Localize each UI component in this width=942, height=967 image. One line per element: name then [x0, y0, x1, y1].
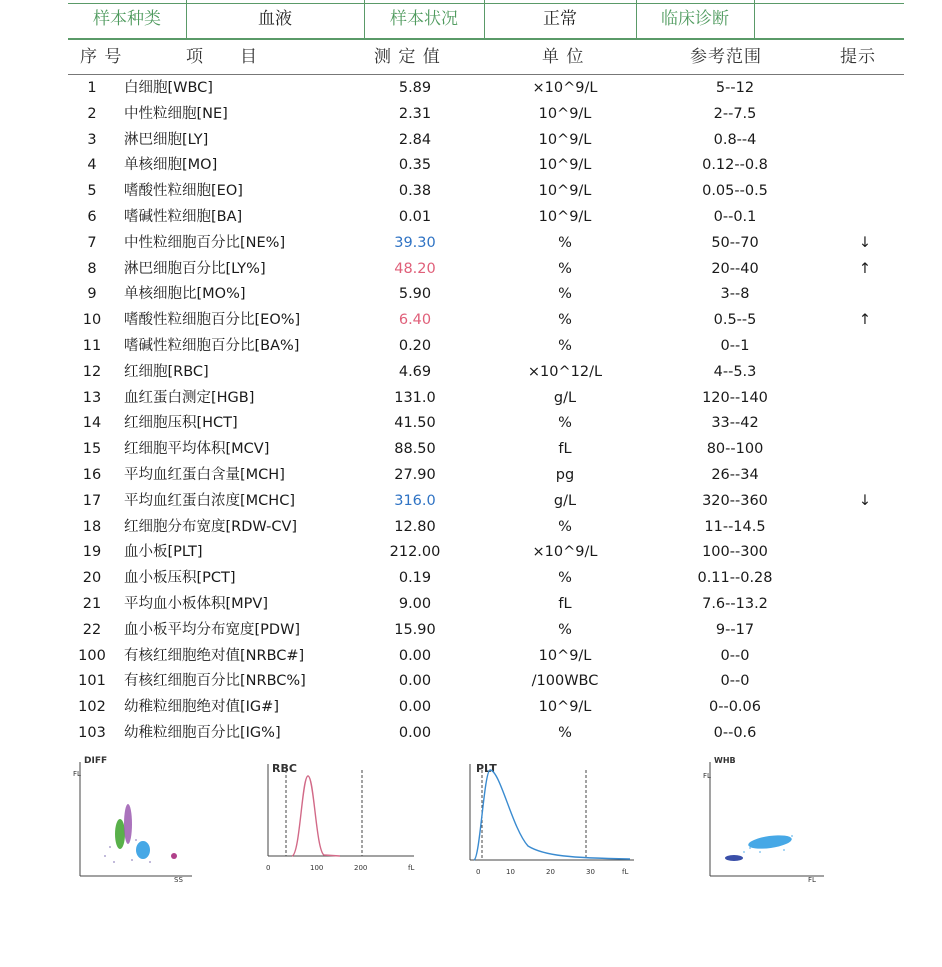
row-reference: 0--0.6 [713, 725, 757, 741]
header-unit: 单 位 [542, 47, 585, 67]
table-row [0, 721, 942, 747]
row-unit: % [558, 518, 572, 535]
table-row [0, 282, 942, 308]
row-item-name: 平均血红蛋白含量[MCH] [124, 467, 285, 483]
row-reference: 100--300 [702, 544, 768, 561]
row-reference: 11--14.5 [704, 518, 766, 535]
plt-curve [474, 770, 630, 860]
row-unit: ×10^9/L [532, 80, 598, 96]
row-unit: 10^9/L [538, 183, 592, 200]
rbc-histogram [262, 758, 422, 880]
row-reference: 80--100 [706, 441, 764, 458]
row-unit: 10^9/L [538, 209, 592, 225]
row-no: 22 [82, 621, 102, 638]
row-item-name: 有核红细胞百分比[NRBC%] [124, 673, 306, 690]
table-row [0, 360, 942, 386]
row-value: 6.40 [398, 312, 432, 329]
row-no: 4 [87, 157, 97, 174]
row-reference: 26--34 [711, 467, 759, 483]
row-value: 0.35 [398, 157, 432, 174]
row-unit: 10^9/L [538, 131, 592, 148]
table-row [0, 411, 942, 437]
sample-status-label: 样本状况 [390, 9, 458, 29]
table-row [0, 437, 942, 463]
row-reference: 0.8--4 [713, 131, 757, 148]
sample-type-value: 血液 [258, 9, 292, 29]
row-unit: ×10^12/L [527, 363, 603, 380]
diff-title: DIFF [84, 756, 108, 766]
table-header [68, 40, 904, 75]
row-reference: 5--12 [715, 80, 755, 96]
table-row [0, 540, 942, 566]
row-no: 101 [78, 673, 106, 690]
row-unit: % [558, 570, 572, 587]
whb-ylabel: FL [703, 772, 711, 780]
rbc-tick-200: 200 [354, 864, 368, 872]
row-item-name: 红细胞压积[HCT] [124, 415, 238, 432]
plt-histogram [462, 758, 642, 880]
row-no: 16 [82, 467, 102, 483]
row-no: 21 [82, 596, 102, 612]
header-value: 测 定 值 [374, 47, 441, 67]
row-value: 2.31 [398, 105, 432, 122]
rbc-title: RBC [272, 762, 297, 775]
row-value: 0.00 [398, 647, 432, 664]
row-value: 0.38 [398, 183, 432, 200]
row-no: 14 [82, 415, 102, 432]
row-unit: pg [555, 467, 575, 483]
row-reference: 4--5.3 [713, 363, 757, 380]
row-no: 8 [87, 260, 97, 277]
table-row [0, 128, 942, 154]
neut-cluster [136, 841, 150, 859]
row-reference: 0--0.06 [709, 699, 761, 716]
row-no: 9 [87, 286, 97, 303]
table-row [0, 463, 942, 489]
plt-tick-30: 30 [586, 868, 595, 876]
row-item-name: 平均血红蛋白浓度[MCHC] [124, 492, 295, 509]
row-item-name: 血小板[PLT] [124, 544, 203, 561]
row-item-name: 幼稚粒细胞百分比[IG%] [124, 725, 281, 741]
row-no: 17 [82, 492, 102, 509]
header-item: 项 目 [186, 47, 258, 67]
lymph-cluster [115, 819, 125, 849]
row-unit: ×10^9/L [532, 544, 598, 561]
row-no: 103 [78, 725, 106, 741]
row-no: 5 [87, 183, 97, 200]
row-unit: % [558, 338, 572, 354]
row-value: 9.00 [398, 596, 432, 612]
row-reference: 0--0 [720, 673, 750, 690]
header-flag: 提示 [840, 47, 876, 67]
sample-status-value: 正常 [543, 9, 577, 29]
row-reference: 0.11--0.28 [697, 570, 773, 587]
plt-tick-10: 10 [506, 868, 515, 876]
row-item-name: 血小板平均分布宽度[PDW] [124, 621, 301, 638]
row-no: 15 [82, 441, 102, 458]
row-reference: 0--0.1 [713, 209, 757, 225]
row-value: 0.00 [398, 725, 432, 741]
row-value: 0.19 [398, 570, 432, 587]
row-value: 212.00 [389, 544, 441, 561]
whb-main-cluster [747, 833, 792, 851]
whb-xlabel: FL [808, 876, 816, 884]
row-item-name: 红细胞平均体积[MCV] [124, 441, 270, 458]
diff-xlabel: SS [174, 876, 183, 884]
row-no: 11 [82, 338, 102, 354]
row-value: 48.20 [394, 260, 436, 277]
row-unit: % [558, 286, 572, 303]
row-unit: 10^9/L [538, 647, 592, 664]
row-reference: 33--42 [711, 415, 759, 432]
row-value: 0.00 [398, 699, 432, 716]
table-row [0, 257, 942, 283]
row-unit: g/L [553, 492, 577, 509]
row-flag: ↓ [858, 492, 872, 509]
plt-tick-fl: fL [622, 868, 629, 876]
table-row [0, 153, 942, 179]
row-item-name: 嗜碱性粒细胞[BA] [124, 209, 243, 225]
row-unit: % [558, 312, 572, 329]
row-value: 0.00 [398, 673, 432, 690]
row-item-name: 单核细胞比[MO%] [124, 286, 246, 303]
header-reference: 参考范围 [690, 47, 762, 67]
table-row [0, 179, 942, 205]
row-item-name: 有核红细胞绝对值[NRBC#] [124, 647, 305, 664]
row-value: 316.0 [394, 492, 436, 509]
row-unit: 10^9/L [538, 157, 592, 174]
rbc-tick-0: 0 [266, 864, 271, 872]
row-flag: ↓ [858, 234, 872, 251]
row-item-name: 血小板压积[PCT] [124, 570, 236, 587]
row-no: 12 [82, 363, 102, 380]
row-no: 102 [78, 699, 106, 716]
rbc-tick-fl: fL [408, 864, 415, 872]
row-item-name: 红细胞分布宽度[RDW-CV] [124, 518, 298, 535]
table-row [0, 102, 942, 128]
plt-title: PLT [476, 762, 497, 775]
row-item-name: 白细胞[WBC] [124, 80, 213, 96]
table-row [0, 592, 942, 618]
row-unit: fL [558, 596, 572, 612]
row-reference: 0.05--0.5 [702, 183, 768, 200]
row-reference: 3--8 [720, 286, 750, 303]
row-reference: 0.12--0.8 [702, 157, 768, 174]
row-no: 19 [82, 544, 102, 561]
row-reference: 120--140 [702, 389, 768, 406]
row-item-name: 淋巴细胞[LY] [124, 131, 209, 148]
row-value: 131.0 [394, 389, 436, 406]
row-unit: % [558, 260, 572, 277]
row-value: 4.69 [398, 363, 432, 380]
row-no: 18 [82, 518, 102, 535]
table-row [0, 489, 942, 515]
row-value: 12.80 [394, 518, 436, 535]
diff-scatter-plot [70, 752, 200, 884]
header-no: 序 号 [80, 47, 123, 67]
whb-scatter-plot [700, 752, 830, 884]
table-row [0, 695, 942, 721]
row-value: 5.89 [398, 80, 432, 96]
row-reference: 7.6--13.2 [702, 596, 768, 612]
row-reference: 0--0 [720, 647, 750, 664]
mono-cluster [124, 804, 132, 844]
table-row [0, 386, 942, 412]
diagnosis-label: 临床诊断 [661, 9, 729, 29]
row-item-name: 红细胞[RBC] [124, 363, 209, 380]
table-row [0, 76, 942, 102]
row-no: 100 [78, 647, 106, 664]
whb-low-cluster [725, 855, 743, 861]
eos-cluster [171, 853, 177, 859]
table-row [0, 205, 942, 231]
row-no: 10 [82, 312, 102, 329]
row-reference: 320--360 [702, 492, 768, 509]
row-reference: 50--70 [711, 234, 759, 251]
row-no: 13 [82, 389, 102, 406]
row-no: 20 [82, 570, 102, 587]
row-item-name: 单核细胞[MO] [124, 157, 218, 174]
diagnosis-value [754, 0, 904, 38]
sample-info-bar [68, 0, 904, 40]
row-item-name: 平均血小板体积[MPV] [124, 596, 268, 612]
row-value: 27.90 [394, 467, 436, 483]
row-item-name: 嗜酸性粒细胞[EO] [124, 183, 243, 200]
row-value: 0.20 [398, 338, 432, 354]
row-reference: 9--17 [715, 621, 755, 638]
row-reference: 0--1 [720, 338, 750, 354]
row-reference: 0.5--5 [713, 312, 757, 329]
table-row [0, 566, 942, 592]
rbc-tick-100: 100 [310, 864, 324, 872]
plt-tick-20: 20 [546, 868, 555, 876]
plt-tick-0: 0 [476, 868, 481, 876]
row-item-name: 血红蛋白测定[HGB] [124, 389, 255, 406]
table-row [0, 231, 942, 257]
row-unit: fL [558, 441, 572, 458]
table-row [0, 334, 942, 360]
whb-title: WHB [714, 756, 736, 765]
row-reference: 2--7.5 [713, 105, 757, 122]
table-row [0, 308, 942, 334]
row-no: 7 [87, 234, 97, 251]
row-unit: 10^9/L [538, 105, 592, 122]
row-value: 5.90 [398, 286, 432, 303]
row-unit: 10^9/L [538, 699, 592, 716]
row-item-name: 中性粒细胞[NE] [124, 105, 228, 122]
row-value: 41.50 [394, 415, 436, 432]
row-item-name: 中性粒细胞百分比[NE%] [124, 234, 286, 251]
row-value: 0.01 [398, 209, 432, 225]
diff-ylabel: FL [73, 770, 81, 778]
row-value: 39.30 [394, 234, 436, 251]
row-no: 6 [87, 209, 97, 225]
rbc-curve [292, 776, 340, 856]
row-no: 3 [87, 131, 97, 148]
table-row [0, 515, 942, 541]
row-flag: ↑ [858, 312, 872, 329]
row-no: 1 [87, 80, 97, 96]
row-item-name: 幼稚粒细胞绝对值[IG#] [124, 699, 279, 716]
row-unit: % [558, 725, 572, 741]
table-row [0, 669, 942, 695]
row-unit: g/L [553, 389, 577, 406]
row-value: 15.90 [394, 621, 436, 638]
row-flag: ↑ [858, 260, 872, 277]
row-unit: % [558, 621, 572, 638]
row-reference: 20--40 [711, 260, 759, 277]
row-unit: /100WBC [531, 673, 599, 690]
row-unit: % [558, 234, 572, 251]
table-row [0, 618, 942, 644]
row-no: 2 [87, 105, 97, 122]
row-item-name: 嗜酸性粒细胞百分比[EO%] [124, 312, 301, 329]
row-unit: % [558, 415, 572, 432]
sample-type-label: 样本种类 [93, 9, 161, 29]
table-row [0, 644, 942, 670]
row-item-name: 嗜碱性粒细胞百分比[BA%] [124, 338, 300, 354]
row-value: 2.84 [398, 131, 432, 148]
row-value: 88.50 [394, 441, 436, 458]
row-item-name: 淋巴细胞百分比[LY%] [124, 260, 266, 277]
